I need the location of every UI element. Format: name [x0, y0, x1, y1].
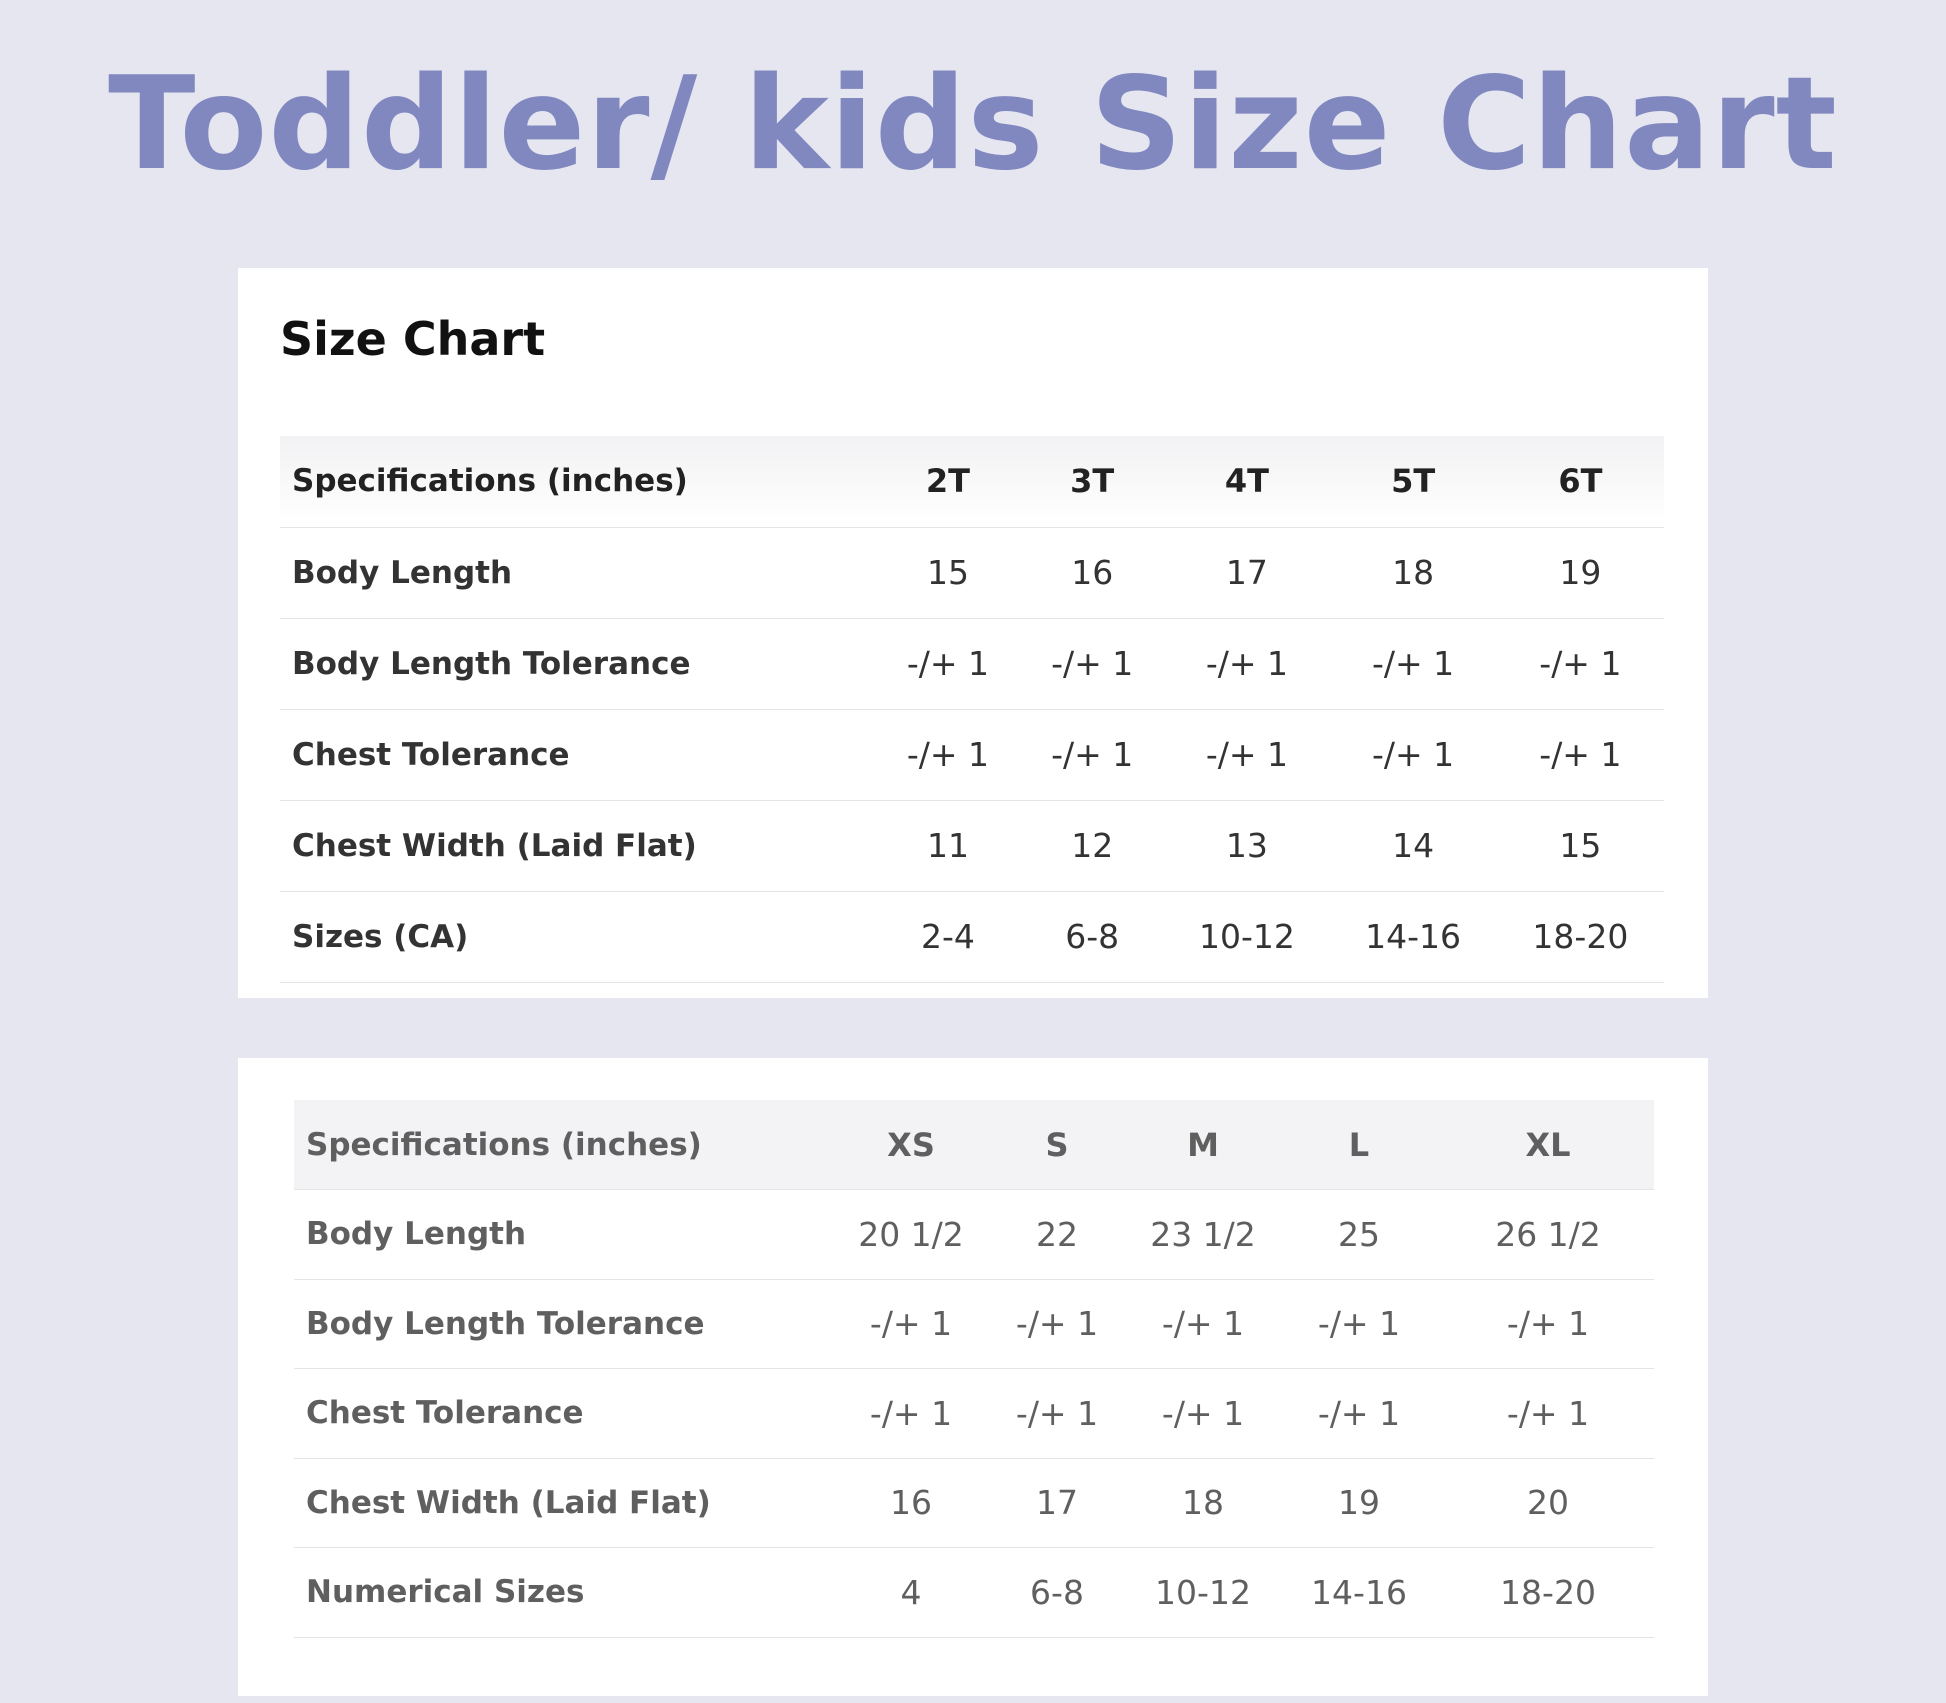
cell-value: 23 1/2 [1130, 1190, 1276, 1280]
cell-value: 13 [1164, 800, 1329, 891]
cell-value: -/+ 1 [1497, 709, 1664, 800]
row-label: Chest Tolerance [280, 709, 876, 800]
kids-size-table [294, 1100, 1654, 1638]
table-row [280, 800, 1664, 891]
size-header: XL [1442, 1100, 1654, 1190]
table-row [294, 1190, 1654, 1280]
cell-value: -/+ 1 [1329, 618, 1496, 709]
cell-value: 18 [1130, 1458, 1276, 1548]
table-row [294, 1458, 1654, 1548]
cell-value: 6-8 [1020, 891, 1164, 982]
card-heading: Size Chart [280, 312, 546, 366]
row-label: Sizes (CA) [280, 891, 876, 982]
toddler-size-chart-card [238, 268, 1708, 998]
toddler-size-table [280, 436, 1664, 983]
cell-value: 18-20 [1497, 891, 1664, 982]
size-header: L [1276, 1100, 1442, 1190]
cell-value: 14-16 [1329, 891, 1496, 982]
size-header: S [984, 1100, 1130, 1190]
size-header: 2T [876, 436, 1020, 527]
cell-value: -/+ 1 [1442, 1369, 1654, 1459]
table-row [280, 527, 1664, 618]
cell-value: 26 1/2 [1442, 1190, 1654, 1280]
row-label: Body Length [294, 1190, 838, 1280]
cell-value: 20 [1442, 1458, 1654, 1548]
cell-value: -/+ 1 [1497, 618, 1664, 709]
row-label: Chest Width (Laid Flat) [294, 1458, 838, 1548]
cell-value: -/+ 1 [1164, 618, 1329, 709]
cell-value: 14-16 [1276, 1548, 1442, 1638]
row-label: Numerical Sizes [294, 1548, 838, 1638]
cell-value: -/+ 1 [1442, 1279, 1654, 1369]
kids-size-chart-card [238, 1058, 1708, 1696]
cell-value: -/+ 1 [1329, 709, 1496, 800]
cell-value: 19 [1276, 1458, 1442, 1548]
table-row [280, 618, 1664, 709]
cell-value: -/+ 1 [876, 618, 1020, 709]
spec-header: Specifications (inches) [294, 1100, 838, 1190]
cell-value: -/+ 1 [984, 1279, 1130, 1369]
size-header: M [1130, 1100, 1276, 1190]
cell-value: -/+ 1 [876, 709, 1020, 800]
row-label: Body Length Tolerance [280, 618, 876, 709]
size-header: 6T [1497, 436, 1664, 527]
cell-value: 14 [1329, 800, 1496, 891]
size-header: 4T [1164, 436, 1329, 527]
row-label: Chest Tolerance [294, 1369, 838, 1459]
cell-value: 17 [984, 1458, 1130, 1548]
cell-value: -/+ 1 [1164, 709, 1329, 800]
cell-value: 22 [984, 1190, 1130, 1280]
cell-value: 18-20 [1442, 1548, 1654, 1638]
cell-value: -/+ 1 [838, 1279, 984, 1369]
row-label: Body Length [280, 527, 876, 618]
cell-value: 15 [1497, 800, 1664, 891]
cell-value: -/+ 1 [1276, 1369, 1442, 1459]
cell-value: 10-12 [1130, 1548, 1276, 1638]
table-header-row [280, 436, 1664, 527]
cell-value: 11 [876, 800, 1020, 891]
size-header: 5T [1329, 436, 1496, 527]
size-header: XS [838, 1100, 984, 1190]
cell-value: 19 [1497, 527, 1664, 618]
cell-value: 25 [1276, 1190, 1442, 1280]
cell-value: -/+ 1 [1130, 1369, 1276, 1459]
table-row [280, 709, 1664, 800]
page-title: Toddler/ kids Size Chart [108, 50, 1838, 199]
cell-value: 15 [876, 527, 1020, 618]
cell-value: 16 [838, 1458, 984, 1548]
table-row [280, 891, 1664, 982]
spec-header: Specifications (inches) [280, 436, 876, 527]
row-label: Body Length Tolerance [294, 1279, 838, 1369]
cell-value: 4 [838, 1548, 984, 1638]
cell-value: 6-8 [984, 1548, 1130, 1638]
cell-value: -/+ 1 [1020, 618, 1164, 709]
table-header-row [294, 1100, 1654, 1190]
table-row [294, 1369, 1654, 1459]
cell-value: 16 [1020, 527, 1164, 618]
cell-value: 10-12 [1164, 891, 1329, 982]
size-header: 3T [1020, 436, 1164, 527]
cell-value: 18 [1329, 527, 1496, 618]
cell-value: 17 [1164, 527, 1329, 618]
table-row [294, 1548, 1654, 1638]
cell-value: 12 [1020, 800, 1164, 891]
cell-value: 20 1/2 [838, 1190, 984, 1280]
cell-value: -/+ 1 [1276, 1279, 1442, 1369]
table-row [294, 1279, 1654, 1369]
cell-value: -/+ 1 [1020, 709, 1164, 800]
cell-value: 2-4 [876, 891, 1020, 982]
cell-value: -/+ 1 [984, 1369, 1130, 1459]
row-label: Chest Width (Laid Flat) [280, 800, 876, 891]
cell-value: -/+ 1 [838, 1369, 984, 1459]
cell-value: -/+ 1 [1130, 1279, 1276, 1369]
